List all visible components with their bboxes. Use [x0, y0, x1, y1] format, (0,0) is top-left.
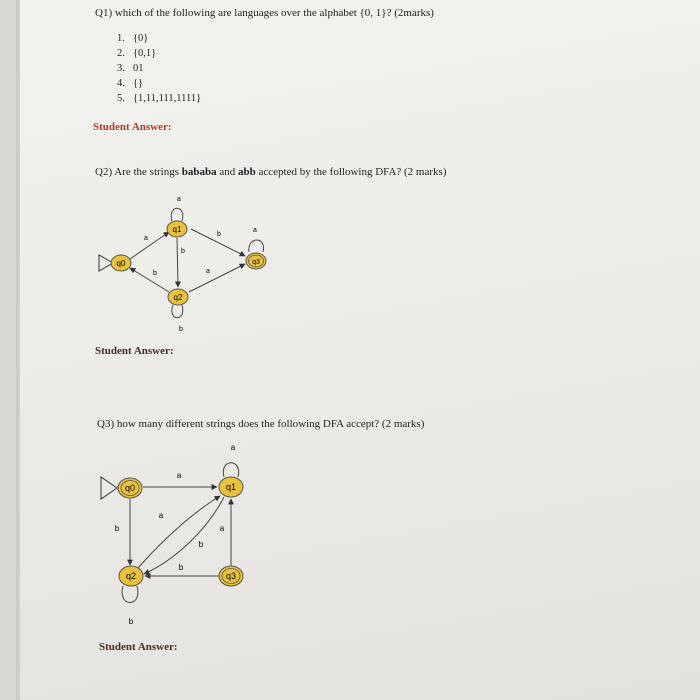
q1-text-after: ? (2marks) [386, 7, 434, 19]
q2-text-after: accepted by the following DFA? (2 marks) [255, 166, 447, 178]
q2-label-q1-q2: b [181, 248, 185, 255]
q3-edge-q2-q1 [138, 496, 220, 568]
q3-label-q2-loop: b [128, 617, 134, 626]
q3-label-q3-q1: a [219, 524, 225, 533]
q1-option-number: 2. [117, 48, 125, 59]
q1-option-number: 1. [117, 33, 125, 44]
q3-start-arrow [101, 477, 117, 499]
q3-label-q2-q1: a [158, 511, 164, 520]
q3-state-label-q2: q2 [125, 571, 137, 581]
q3-label-q1-loop: a [230, 443, 236, 452]
q2-state-label-q1: q1 [172, 225, 182, 234]
q2-student-answer-label: Student Answer: [95, 345, 174, 357]
q2-label-q0-q2: b [153, 270, 157, 277]
q2-text-before: Q2) Are the strings [95, 166, 182, 178]
q3-label-q1-q2: b [198, 540, 204, 549]
q1-option-text: {0,1} [133, 48, 157, 59]
q1-option-number: 5. [117, 93, 125, 104]
q2-label-q1-loop: a [177, 196, 181, 203]
q1-option-number: 4. [117, 78, 125, 89]
q2-label-q2-q3: a [206, 268, 210, 275]
q2-label-q0-q1: a [144, 235, 148, 242]
q2-state-label-q0: q0 [116, 259, 126, 268]
q3-student-answer-label: Student Answer: [99, 641, 178, 653]
q1-option-text: {1,11,111,1111} [133, 93, 202, 104]
q3-edge-q1-q2 [144, 497, 224, 574]
q3-label-q0-q1: a [176, 471, 182, 480]
q3-prompt: Q3) how many different strings does the following DFA accept? (2 marks) [97, 418, 425, 430]
q3-label-q3-q2: b [178, 563, 184, 572]
q3-label-q0-q2: b [114, 524, 120, 533]
q2-label-q1-q3: b [217, 231, 221, 238]
q3-state-label-q1: q1 [225, 482, 237, 492]
q2-string-2: abb [238, 166, 256, 178]
q2-state-label-q2: q2 [173, 293, 183, 302]
q3-state-label-q0: q0 [124, 483, 136, 493]
q2-string-1: bababa [181, 166, 217, 178]
q1-option-number: 3. [117, 63, 125, 74]
q2-text-mid: and [216, 166, 239, 178]
q1-option-text: {0} [133, 33, 149, 44]
q3-state-label-q3: q3 [225, 571, 237, 581]
q1-alphabet: {0, 1} [359, 7, 387, 19]
document-page [16, 0, 700, 700]
q1-option-text: 01 [133, 63, 144, 74]
q1-student-answer-label: Student Answer: [93, 121, 172, 133]
q2-label-q2-loop: b [179, 326, 183, 333]
q3-loop-q2 [122, 586, 138, 603]
q3-loop-q1 [223, 463, 238, 477]
q1-option-text: {} [133, 78, 144, 89]
q3-dfa-diagram [17, 0, 700, 700]
q1-text-before: Q1) which of the following are languages over the alphabet [95, 7, 360, 19]
q2-label-q3-loop: a [253, 227, 257, 234]
q2-state-label-q3: q3 [252, 259, 260, 266]
